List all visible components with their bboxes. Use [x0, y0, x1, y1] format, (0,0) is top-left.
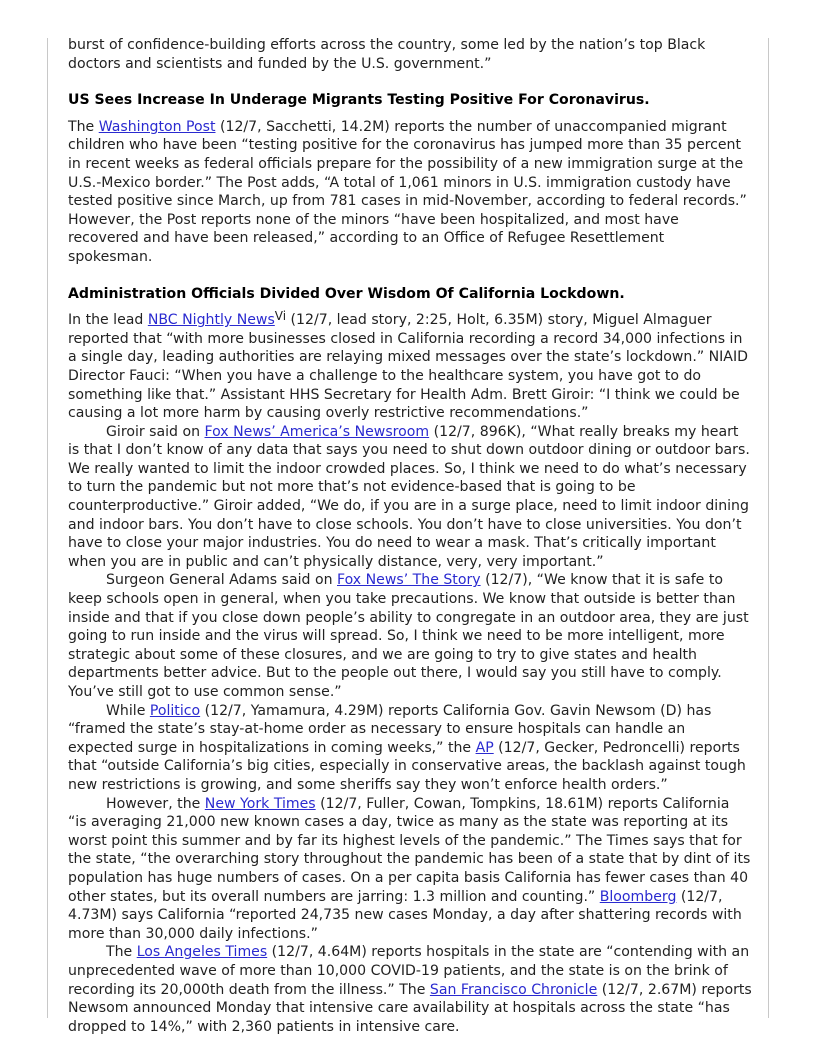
paragraph-nyt: However, the New York Times (12/7, Fuller, Cowan, Tompkins, 18.61M) reports California “is averaging 21,000 new known cases a day, twice as many as the state was reporting at its worst point this summer and by far its highest levels of the pandemic.” The Times says that for the state, “the overarching story throughout the pandemic has been of a state that by dint of its population has huge numbers of cases. On a per capita basis California has fewer cases than 40 other states, but its overall numbers are jarring: 1.3 million and counting.” Bloomberg (12/7, 4.73M) says California “reported 24,735 new cases Monday, a day after shattering records with more than 30,000 daily infections.” [68, 795, 751, 942]
intro-paragraph: burst of confidence-building efforts across the country, some led by the nation’s top Black doctors and scientists and funded by the U.S. government.” [68, 37, 706, 72]
link-washington-post[interactable]: Washington Post [98, 118, 216, 135]
video-marker: Vi [274, 309, 287, 324]
paragraph-politico: While Politico (12/7, Yamamura, 4.29M) reports California Gov. Gavin Newsom (D) has “framed the state’s stay-at-home order as necessary to ensure hospitals can handle an expected surge in hospitalizations in coming weeks,” the AP (12/7, Gecker, Pedroncelli) reports that “outside California’s big cities, especially in conservative areas, the backlash against tough new restrictions is growing, and some sheriffs say they won’t enforce health orders.” [68, 702, 746, 793]
link-fox-americas-newsroom[interactable]: Fox News’ America’s Newsroom [204, 423, 430, 440]
left-margin-rule [47, 38, 48, 1018]
headline-migrants: US Sees Increase In Underage Migrants Testing Positive For Coronavirus. [68, 92, 650, 109]
link-san-francisco-chronicle[interactable]: San Francisco Chronicle [429, 981, 598, 998]
link-nbc-nightly-news[interactable]: NBC Nightly News [147, 312, 275, 329]
link-politico[interactable]: Politico [149, 702, 201, 719]
link-los-angeles-times[interactable]: Los Angeles Times [136, 944, 268, 961]
paragraph-migrants: The Washington Post (12/7, Sacchetti, 14.2M) reports the number of unaccompanied migrant children who have been “testing positive for the coronavirus has jumped more than 35 percent in recent weeks as federal officials prepare for the possibility of a new immigration surge at the U.S.-Mexico border.” The Post adds, “A total of 1,061 minors in U.S. immigration custody have tested positive since March, up from 781 cases in mid-November, according to federal records.” However, the Post reports none of the minors “have been hospitalized, and most have recovered and have been released,” according to an Office of Refugee Resettlement spokesman. [68, 118, 747, 265]
headline-california-lockdown: Administration Officials Divided Over Wisdom Of California Lockdown. [68, 285, 625, 302]
paragraph-la-times: The Los Angeles Times (12/7, 4.64M) reports hospitals in the state are “contending with an unprecedented wave of more than 10,000 COVID-19 patients, and the state is on the brink of recording its 20,000th death from the illness.” The San Francisco Chronicle (12/7, 2.67M) reports Newsom announced Monday that intensive care availability at hospitals across the state “has dropped to 14%,” with 2,360 patients in intensive care. [68, 944, 752, 1035]
link-ap[interactable]: AP [475, 739, 494, 756]
link-fox-the-story[interactable]: Fox News’ The Story [337, 572, 481, 589]
link-new-york-times[interactable]: New York Times [204, 795, 316, 812]
document-body [68, 36, 752, 1036]
paragraph-nbc: In the lead NBC Nightly News$^{Vi}$ (12/7, lead story, 2:25, Holt, 6.35M) story, Miguel Almaguer reported that “with more businesses closed in California recording a record 34,000 infections in a single day, leading authorities are relaying mixed messages over the state’s lockdown.” NIAID Director Fauci: “When you have a challenge to the healthcare system, you have got to do something like that.” Assistant HHS Secretary for Health Adm. Brett Giroir: “I think we could be causing a lot more harm by causing overly restrictive recommendations.” [68, 309, 748, 422]
paragraph-giroir: Giroir said on Fox News’ America’s Newsroom (12/7, 896K), “What really breaks my heart is that I don’t know of any data that says you need to shut down outdoor dining or outdoor bars. We really wanted to limit the indoor crowded places. So, I think we need to do what’s necessary to turn the pandemic but not more that’s not evidence-based that is going to be counterproductive.” Giroir added, “We do, if you are in a surge place, need to limit indoor dining and indoor bars. You don’t have to close schools. You don’t have to close universities. You don’t have to close your major industries. You do need to wear a mask. That’s critically important when you are in public and can’t physically distance, very, very important.” [68, 423, 750, 570]
right-margin-rule [768, 38, 769, 1018]
paragraph-adams: Surgeon General Adams said on Fox News’ The Story (12/7), “We know that it is safe to keep schools open in general, when you take precautions. We know that outside is better than inside and that if you close down people’s ability to congregate in an outdoor area, they are just going to run inside and the virus will spread. So, I think we need to be more intelligent, more strategic about some of these closures, and we are going to try to give states and health departments better advice. But to the people out there, I would say you still have to comply. You’ve still got to use common sense.” [68, 572, 749, 700]
link-bloomberg[interactable]: Bloomberg [599, 888, 677, 905]
